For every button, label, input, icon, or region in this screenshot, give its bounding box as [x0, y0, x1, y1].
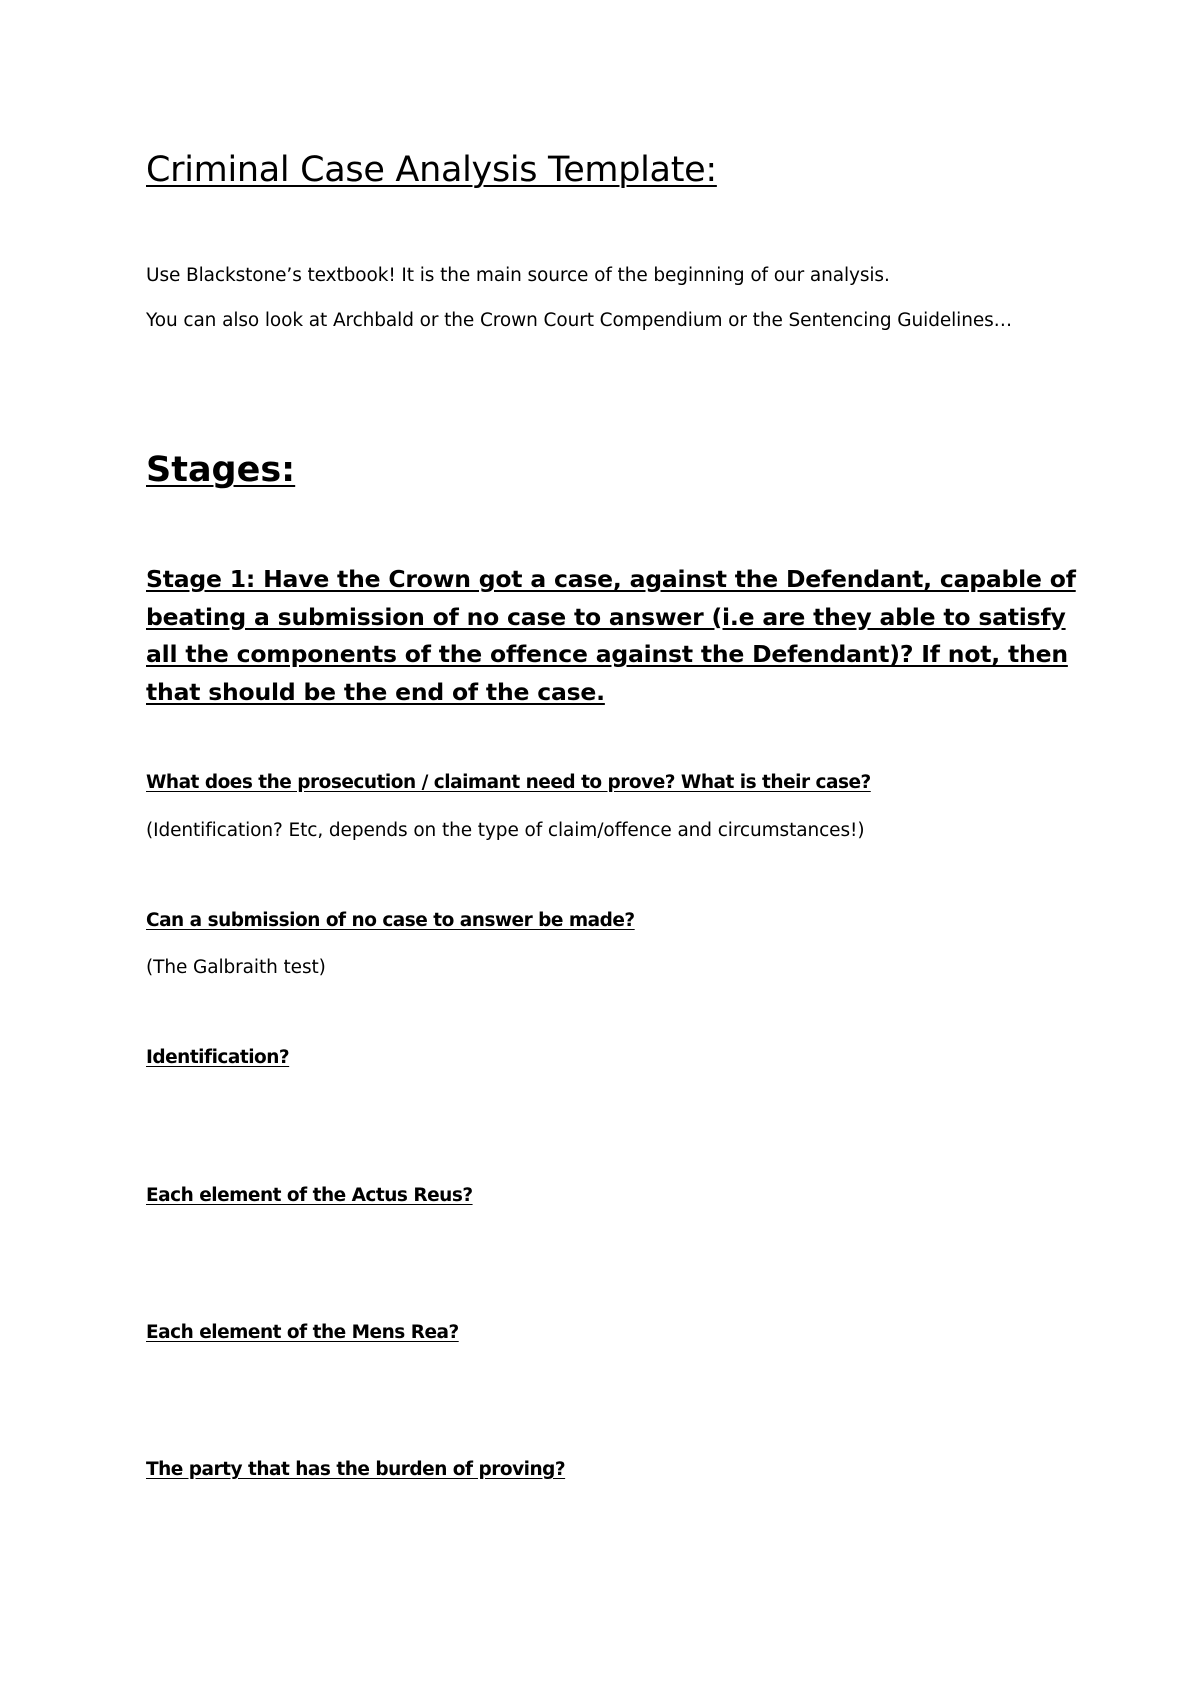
- stages-heading: Stages:: [146, 450, 296, 490]
- question-heading: Each element of the Mens Rea?: [146, 1322, 459, 1343]
- intro-paragraph: Use Blackstone’s textbook! It is the main source of the beginning of our analysis.: [146, 265, 890, 286]
- question-note: (Identification? Etc, depends on the type of claim/offence and circumstances!): [146, 820, 865, 841]
- question-note: (The Galbraith test): [146, 957, 326, 978]
- document-title: Criminal Case Analysis Template:: [146, 150, 717, 190]
- question-heading: The party that has the burden of proving?: [146, 1459, 566, 1480]
- question-heading: Each element of the Actus Reus?: [146, 1185, 473, 1206]
- intro-paragraph: You can also look at Archbald or the Crown Court Compendium or the Sentencing Guidelines…: [146, 310, 1013, 331]
- question-heading: Can a submission of no case to answer be made?: [146, 910, 635, 931]
- question-heading: Identification?: [146, 1047, 290, 1068]
- stage-1-heading: Stage 1: Have the Crown got a case, against the Defendant, capable of beating a submission of no case to answer (i.e are they able to satisfy all the components of the offence against the Defendant)? If not, then that should be the end of the case.: [146, 565, 1076, 706]
- question-heading: What does the prosecution / claimant need to prove? What is their case?: [146, 772, 871, 793]
